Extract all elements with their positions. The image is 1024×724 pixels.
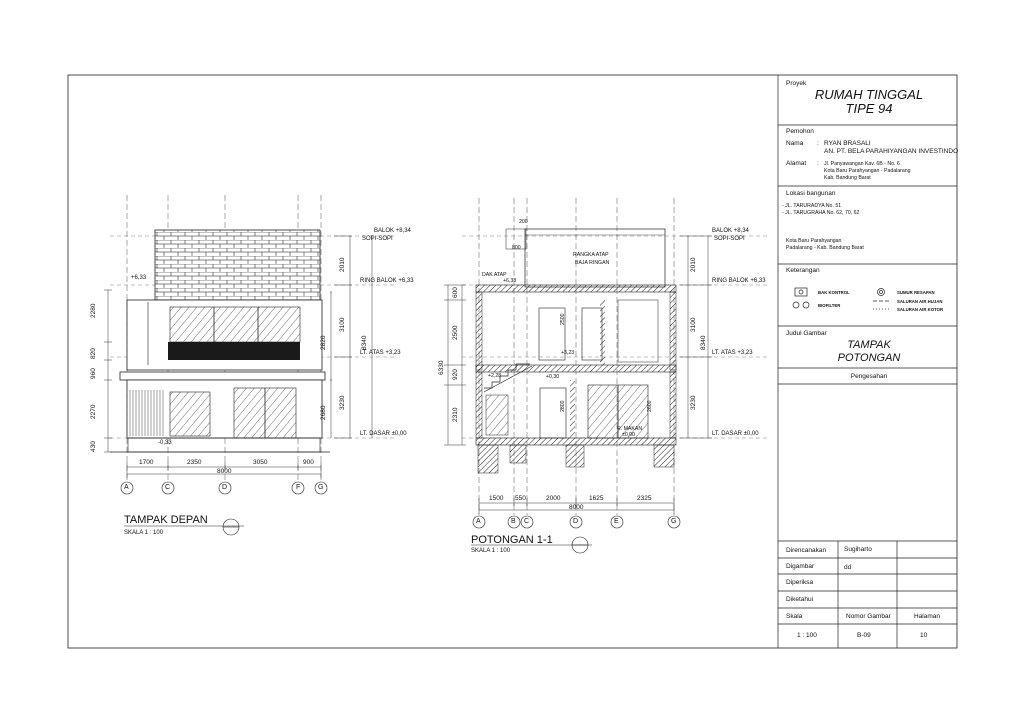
section-annotation: 800 (512, 245, 521, 251)
approved-label: Diketahui (786, 596, 814, 603)
section-bottom-dim: 2325 (637, 495, 652, 502)
front-total-dim: 8000 (217, 468, 232, 475)
section-annotation: R. MAKAN (617, 426, 643, 432)
front-left-dim: 2280 (90, 303, 97, 318)
section-right-dim: 2010 (690, 257, 697, 272)
drawing-title-line2: POTONGAN (837, 352, 901, 364)
address-colon: : (817, 160, 819, 167)
front-roof (155, 230, 320, 300)
section-view-title: POTONGAN 1-1 (471, 534, 553, 546)
applicant-company: AN. PT. BELA PARAHIYANGAN INVESTINDO (824, 148, 959, 155)
front-elev-633: +6,33 (131, 275, 147, 281)
section-bottom-dim: 550 (515, 495, 526, 502)
section-bottom-dim: 2000 (546, 495, 561, 502)
grid-label: A (476, 518, 481, 525)
section-view-scale: SKALA 1 : 100 (471, 548, 511, 554)
front-left-dim: 960 (90, 368, 97, 379)
front-level-dasar: LT. DASAR ±0,00 (360, 431, 407, 437)
section-level-dasar: LT. DASAR ±0,00 (712, 431, 759, 437)
section-annotation: +0,30 (546, 374, 560, 380)
front-siding (129, 390, 165, 436)
scale-value: 1 : 100 (797, 632, 817, 639)
front-view-scale: SKALA 1 : 100 (124, 530, 164, 536)
legend-biofilter: BIOFILTER (818, 303, 841, 308)
section-annotation: 200 (519, 219, 528, 225)
section-annotation: 2800 (560, 400, 566, 412)
front-elevation (104, 195, 395, 535)
city-line2: Padalarang - Kab. Bandung Barat (786, 245, 864, 251)
address-label: Alamat (786, 160, 807, 167)
address-line1: Jl. Panyawangan Kav. 6B - No. 6 (824, 161, 900, 167)
section-total-dim: 8000 (569, 504, 584, 511)
grid-label: D (573, 518, 579, 525)
site-label: Lokasi bangunan (786, 190, 836, 197)
section-right-dim: 3230 (690, 395, 697, 410)
section-annotation: +3,23 (561, 350, 575, 356)
section-bottom-dim: 1625 (589, 495, 604, 502)
section-annotation: DAK ATAP (482, 272, 507, 278)
front-level-atas: LT. ATAS +3,23 (360, 350, 401, 356)
grid-label: C (524, 518, 530, 525)
name-colon: : (817, 140, 819, 147)
front-bottom-dim: 3050 (253, 459, 268, 466)
approval-label: Pengesahan (850, 373, 888, 380)
legend-air-hujan: SALURAN AIR HUJAN (897, 299, 943, 304)
drawn-value: dd (844, 564, 852, 571)
drawing-title-line1: TAMPAK (847, 339, 891, 351)
drawing-no-value: B-09 (857, 632, 871, 639)
section-level-sopi: SOPI-SOPI (714, 236, 745, 242)
designer-label: Direncanakan (786, 547, 827, 554)
drawn-label: Digambar (786, 563, 815, 570)
grid-label: G (671, 518, 677, 525)
applicant-label: Pemohon (786, 128, 814, 135)
section-annotation: BAJA RINGAN (575, 260, 610, 266)
front-right-dim: 3230 (339, 395, 346, 410)
front-balcony-rail (168, 342, 300, 360)
legend-sumur-resapan: SUMUR RESAPAN (897, 290, 935, 295)
front-bottom-dim: 900 (303, 459, 314, 466)
project-label: Proyek (786, 80, 807, 87)
front-right-dim: 3100 (339, 317, 346, 332)
grid-label: A (124, 484, 129, 491)
section-annotation: +2,28 (488, 373, 502, 379)
grid-label: B (511, 518, 516, 525)
front-bottom-dim: 2350 (187, 459, 202, 466)
legend-air-kotor: SALURAN AIR KOTOR (897, 307, 944, 312)
section-annotation: 2600 (647, 400, 653, 412)
front-right-dim: 8340 (361, 335, 368, 350)
drawing-title-label: Judul Gambar (786, 330, 827, 337)
notes-label: Keterangan (786, 267, 820, 274)
grid-label: F (296, 484, 301, 491)
front-left-dim: 820 (90, 348, 97, 359)
drawing-no-label: Nomor Gambar (846, 613, 891, 620)
page-value: 10 (920, 632, 928, 639)
section-left-dim: 2500 (452, 325, 459, 340)
grid-label: C (165, 484, 171, 491)
page-label: Halaman (914, 613, 941, 620)
section-annotation: +6,33 (503, 278, 517, 284)
project-title-line1: RUMAH TINGGAL (814, 87, 924, 102)
site-line1: - JL. TARURADYA No. 51 (782, 203, 842, 209)
front-bottom-dim: 1700 (139, 459, 154, 466)
front-level-sopi: SOPI-SOPI (362, 236, 393, 242)
front-view-title: TAMPAK DEPAN (124, 514, 208, 526)
front-window (170, 392, 210, 436)
section-annotation: ±0,00 (622, 432, 635, 438)
front-elev-minus: -0,33 (158, 440, 172, 446)
section-level-atas: LT. ATAS +3,23 (712, 350, 753, 356)
legend-bak-kontrol: BAK KONTROL (818, 290, 850, 295)
checked-label: Diperiksa (786, 579, 814, 586)
section-level-ring: RING BALOK +6,33 (712, 278, 766, 284)
front-left-dim: 430 (90, 441, 97, 452)
grid-label: D (222, 484, 228, 491)
address-line3: Kab. Bandung Barat (824, 175, 871, 181)
address-line2: Kota Baru Parahyangan - Padalarang (824, 168, 911, 174)
section-left-dim: 600 (452, 287, 459, 298)
front-right-dim: 2680 (320, 405, 327, 420)
section-right-dim: 8340 (700, 335, 707, 350)
section-left-dim: 2310 (452, 407, 459, 422)
front-level-ring: RING BALOK +6,33 (360, 278, 414, 284)
site-line2: - JL. TARUGRAHA No. 62, 70, 62 (782, 210, 860, 216)
applicant-name: RYAN BRASALI (824, 140, 871, 147)
designer-value: Sugiharto (844, 546, 872, 553)
section-right-dim: 3100 (690, 317, 697, 332)
section-bottom-dim: 1500 (489, 495, 504, 502)
section-annotation: RANGKA ATAP (573, 252, 609, 258)
front-right-dim: 2010 (339, 257, 346, 272)
section-left-dim: 920 (452, 369, 459, 380)
grid-label: E (614, 518, 619, 525)
front-upper-window (170, 307, 300, 342)
front-left-dim: 2270 (90, 404, 97, 419)
city-line1: Kota Baru Parahyangan (786, 238, 842, 244)
section-left-dim: 6330 (438, 360, 445, 375)
front-right-dim: 2820 (320, 335, 327, 350)
grid-label: G (318, 484, 324, 491)
front-level-balok: BALOK +8,34 (374, 228, 411, 234)
name-label: Nama (786, 140, 804, 147)
project-title-line2: TIPE 94 (845, 101, 893, 116)
section-annotation: 2500 (560, 313, 566, 325)
scale-label: Skala (786, 613, 803, 620)
section-level-balok: BALOK +8,34 (712, 228, 749, 234)
